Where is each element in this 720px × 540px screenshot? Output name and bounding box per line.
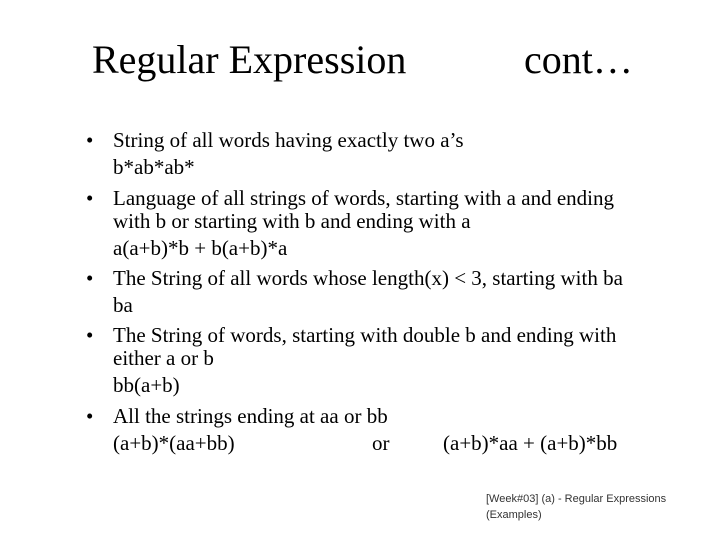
bullet-5-expression-first: (a+b)*(aa+bb)	[113, 431, 235, 455]
bullet-1-expression: b*ab*ab*	[113, 155, 195, 179]
slide-title: Regular Expression	[92, 37, 407, 82]
bullet-5-expression-second: (a+b)*aa + (a+b)*bb	[443, 431, 618, 455]
bullet-5-separator: or	[372, 431, 390, 455]
bullet-5-line-1: All the strings ending at aa or bb	[113, 404, 388, 428]
bullet-marker: •	[86, 404, 94, 428]
bullet-3-line-1: The String of all words whose length(x) < 3, starting with ba	[113, 266, 623, 290]
slide-title-continued: cont…	[524, 37, 633, 82]
slide-footer: [Week#03] (a) - Regular Expressions (Examples)	[486, 493, 667, 521]
bullet-3-expression: ba	[113, 293, 133, 317]
bullet-4-expression: bb(a+b)	[113, 373, 180, 397]
bullet-marker: •	[86, 323, 94, 347]
bullet-marker: •	[86, 186, 94, 210]
bullet-2-expression: a(a+b)*b + b(a+b)*a	[113, 236, 288, 260]
bullet-4-line-2: either a or b	[113, 346, 214, 370]
bullet-2-line-1: Language of all strings of words, starting with a and ending	[113, 186, 614, 210]
bullet-2-line-2: with b or starting with b and ending with a	[113, 209, 471, 233]
bullet-marker: •	[86, 266, 94, 290]
bullet-4-line-1: The String of words, starting with double b and ending with	[113, 323, 617, 347]
bullet-1-line-1: String of all words having exactly two a’s	[113, 128, 464, 152]
bullet-marker: •	[86, 128, 94, 152]
